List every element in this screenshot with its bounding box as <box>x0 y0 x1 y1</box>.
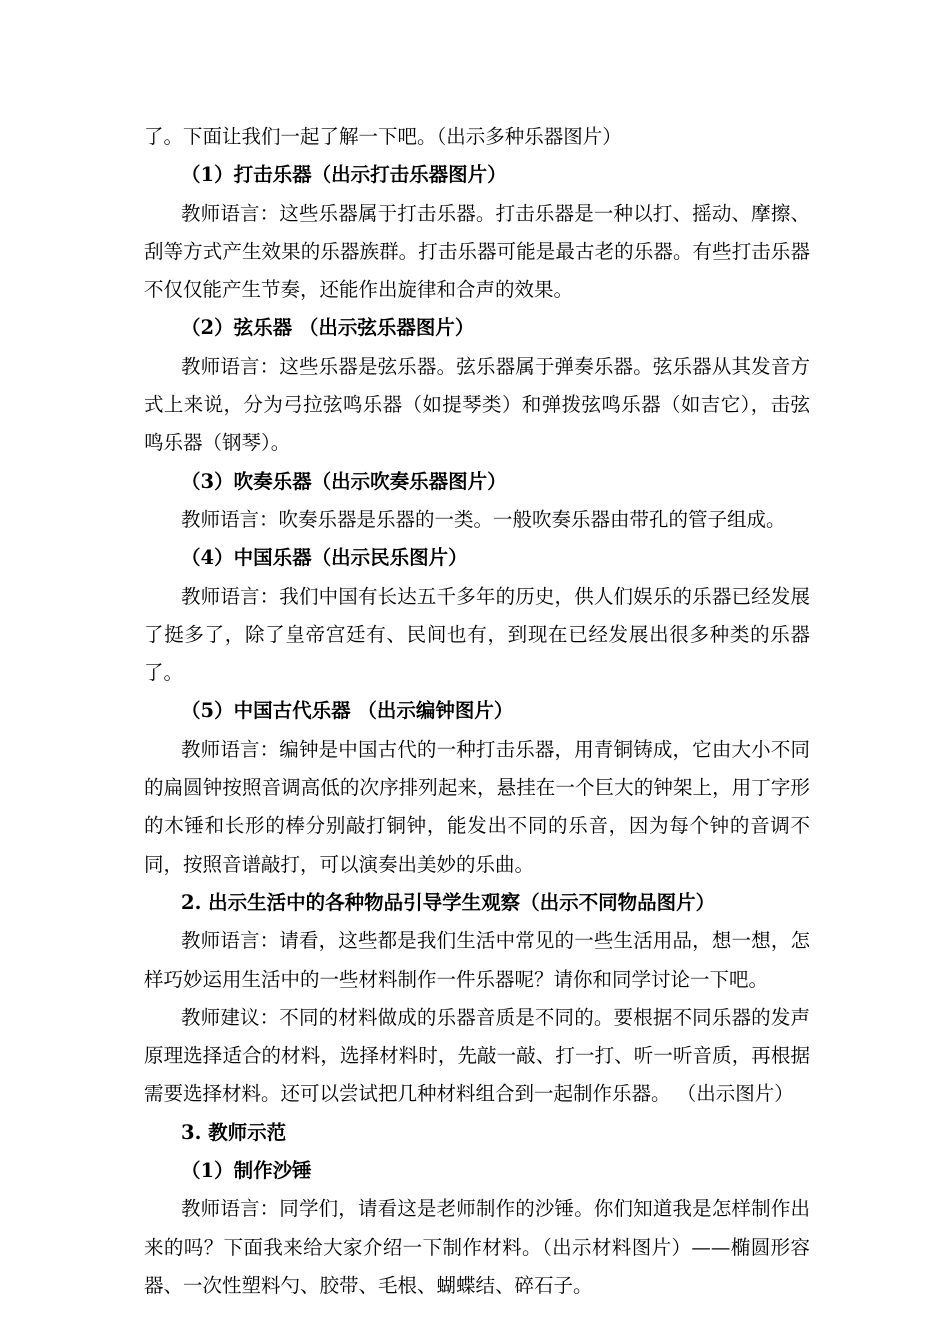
paragraph-chinese-instruments: 教师语言：我们中国有长达五千多年的历史，供人们娱乐的乐器已经发展了挺多了，除了皇帝宫廷有、民间也有，到现在已经发展出很多种类的乐器了。 <box>144 584 810 685</box>
heading-step-3: 3. 教师示范 <box>181 1120 287 1144</box>
paragraph-teacher-advice: 教师建议：不同的材料做成的乐器音质是不同的。要根据不同乐器的发声原理选择适合的材料，选择材料时，先敲一敲、打一打、听一听音质，再根据需要选择材料。还可以尝试把几种材料组合到一起制作乐器。 （出示图片） <box>144 1005 810 1106</box>
paragraph-strings: 教师语言：这些乐器是弦乐器。弦乐器属于弹奏乐器。弦乐器从其发音方式上来说，分为弓拉弦鸣乐器（如提琴类）和弹拨弦鸣乐器（如吉它），击弦鸣乐器（钢琴）。 <box>144 354 810 455</box>
heading-percussion: （1）打击乐器（出示打击乐器图片） <box>181 163 507 187</box>
paragraph-observe-items: 教师语言：请看，这些都是我们生活中常见的一些生活用品，想一想，怎样巧妙运用生活中的一些材料制作一件乐器呢？请你和同学讨论一下吧。 <box>144 929 810 991</box>
heading-chinese-instruments: （4）中国乐器（出示民乐图片） <box>181 546 468 570</box>
intro-line: 了。下面让我们一起了解一下吧。（出示多种乐器图片） <box>144 125 622 148</box>
heading-ancient-instruments: （5）中国古代乐器 （出示编钟图片） <box>181 699 514 723</box>
document-page <box>144 118 810 1305</box>
heading-wind: （3）吹奏乐器（出示吹奏乐器图片） <box>181 469 507 493</box>
heading-strings: （2）弦乐器 （出示弦乐器图片） <box>181 316 475 340</box>
paragraph-bianzhong: 教师语言：编钟是中国古代的一种打击乐器，用青铜铸成，它由大小不同的扁圆钟按照音调高低的次序排列起来，悬挂在一个巨大的钟架上，用丁字形的木锤和长形的棒分别敲打铜钟，能发出不同的乐音，因为每个钟的音调不同，按照音谱敲打，可以演奏出美妙的乐曲。 <box>144 737 810 876</box>
paragraph-maracas: 教师语言：同学们，请看这是老师制作的沙锤。你们知道我是怎样制作出来的吗？下面我来给大家介绍一下制作材料。（出示材料图片）——椭圆形容器、一次性塑料勺、胶带、毛根、蝴蝶结、碎石子。 <box>144 1197 810 1297</box>
paragraph-percussion: 教师语言：这些乐器属于打击乐器。打击乐器是一种以打、摇动、摩擦、刮等方式产生效果的乐器族群。打击乐器可能是最古老的乐器。有些打击乐器不仅仅能产生节奏，还能作出旋律和合声的效果。 <box>144 201 810 302</box>
paragraph-wind: 教师语言：吹奏乐器是乐器的一类。一般吹奏乐器由带孔的管子组成。 <box>181 507 786 531</box>
heading-maracas: （1）制作沙锤 <box>181 1159 312 1183</box>
heading-step-2: 2. 出示生活中的各种物品引导学生观察（出示不同物品图片） <box>181 890 716 914</box>
